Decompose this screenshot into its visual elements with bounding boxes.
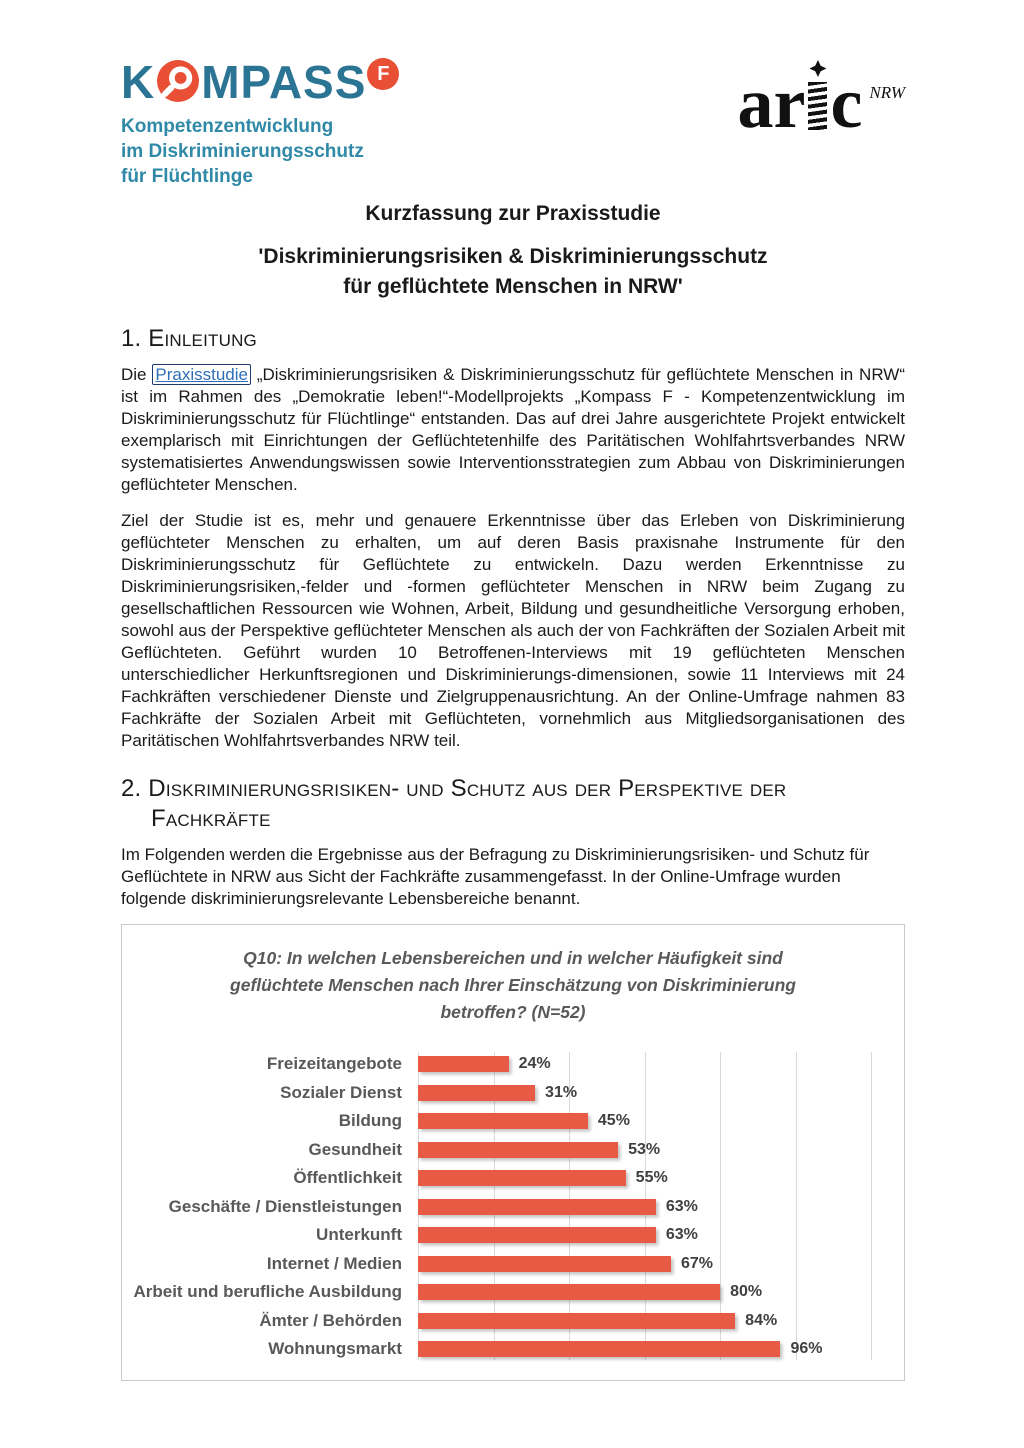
bar-value-label: 84%	[745, 1311, 778, 1329]
chart-row	[132, 1193, 894, 1222]
bar	[418, 1199, 656, 1215]
bar	[418, 1056, 509, 1072]
kompass-word-end: MPASS	[201, 56, 367, 108]
aric-nrw-logo	[737, 60, 905, 143]
bar-area	[418, 1250, 890, 1279]
bar	[418, 1085, 535, 1101]
subtitle-line2: für geflüchtete Menschen in NRW'	[343, 275, 683, 298]
bar-area	[418, 1107, 890, 1136]
chart-row	[132, 1221, 894, 1250]
category-label: Bildung	[338, 1111, 402, 1131]
section-1-heading: 1. Einleitung	[121, 325, 257, 352]
category-label: Arbeit und berufliche Ausbildung	[133, 1282, 402, 1302]
aric-letters-ar: ar	[737, 62, 806, 143]
bar	[418, 1313, 735, 1329]
paragraph-text: Die	[121, 365, 153, 384]
kompass-logo	[121, 58, 399, 189]
kompass-word-start: K	[121, 56, 156, 108]
category-label: Gesundheit	[308, 1139, 402, 1159]
bar-area	[418, 1164, 890, 1193]
bar	[418, 1170, 626, 1186]
bar-area	[418, 1335, 890, 1364]
category-label: Internet / Medien	[266, 1253, 402, 1273]
bar-area	[418, 1278, 890, 1307]
chart-row	[132, 1164, 894, 1193]
kompass-tagline-line2: im Diskriminierungsschutz	[121, 141, 364, 162]
category-label: Ämter / Behörden	[259, 1310, 402, 1330]
chart-title: Q10: In welchen Lebensbereichen und in welcher Häufigkeit sind geflüchtete Menschen nach Ihrer Einschätzung von Diskriminierung betroffen? (N=52)	[230, 948, 796, 1022]
bar-value-label: 31%	[545, 1083, 578, 1101]
bar	[418, 1284, 720, 1300]
chart-row	[132, 1107, 894, 1136]
kompass-tagline-line1: Kompetenzentwicklung	[121, 116, 334, 137]
bar-area	[418, 1193, 890, 1222]
header	[121, 58, 905, 200]
bar	[418, 1113, 588, 1129]
aric-nrw-suffix: NRW	[869, 83, 905, 102]
chart-row	[132, 1050, 894, 1079]
bar-area	[418, 1050, 890, 1079]
aric-striped-i-glyph	[808, 60, 827, 130]
section-2-paragraph: Im Folgenden werden die Ergebnisse aus der Befragung zu Diskriminierungsrisiken- und Schutz für Geflüchtete in NRW aus Sicht der Fachkräfte zusammengefasst. In der Online-Umfrage wurden folgende diskriminierungsrelevante Lebensbereiche benannt.	[121, 845, 870, 908]
section-1-paragraph-2: Ziel der Studie ist es, mehr und genauere Erkenntnisse über das Erleben von Diskriminierung geflüchteter Menschen zu erhalten, um auf deren Basis praxisnahe Instrumente für den Diskriminierungsschutz für Geflüchtete zu entwickeln. Dazu werden Erkenntnisse zu Diskriminierungsrisiken,-felder und -formen geflüchteter Menschen in NRW beim Zugang zu gesellschaftlichen Ressourcen wie Wohnen, Arbeit, Bildung und gesundheitliche Versorgung erhoben, sowohl aus der Perspektive geflüchteter Menschen als auch der von Fachkräften der Sozialen Arbeit mit Geflüchteten. Geführt wurden 10 Betroffenen-Interviews mit 19 geflüchteten Menschen unterschiedlicher Herkunftsregionen und Diskriminierungs-dimensionen, sowie 11 Interviews mit 24 Fachkräften verschiedener Dienste und Zielgruppenausrichtung. An der Online-Umfrage nahmen 83 Fachkräfte der Sozialen Arbeit mit Geflüchteten, vornehmlich aus Mitgliedsorganisationen des Paritätischen Wohlfahrtsverbandes NRW teil.	[121, 511, 905, 750]
chart-row	[132, 1079, 894, 1108]
aric-letter-c: c	[830, 62, 863, 143]
bar-value-label: 55%	[635, 1169, 668, 1187]
chart-plot-area	[132, 1050, 894, 1364]
chart-row	[132, 1136, 894, 1165]
q10-bar-chart	[121, 924, 905, 1381]
bar	[418, 1256, 671, 1272]
bar	[418, 1142, 618, 1158]
section-2-heading: 2. Diskriminierungsrisiken- und Schutz aus der Perspektive der Fachkräfte	[121, 775, 787, 832]
category-label: Freizeitangebote	[266, 1054, 402, 1074]
category-label: Sozialer Dienst	[280, 1082, 402, 1102]
bar-value-label: 80%	[730, 1283, 763, 1301]
bar-value-label: 24%	[518, 1055, 551, 1073]
bar-value-label: 63%	[665, 1197, 698, 1215]
document-subtitle	[121, 242, 905, 302]
bar-area	[418, 1079, 890, 1108]
chart-row	[132, 1335, 894, 1364]
bar	[418, 1341, 780, 1357]
category-label: Öffentlichkeit	[293, 1168, 402, 1188]
bar-value-label: 67%	[680, 1254, 714, 1272]
praxisstudie-link[interactable]: Praxisstudie	[152, 364, 251, 385]
bar-area	[418, 1307, 890, 1336]
bar-value-label: 45%	[597, 1112, 630, 1130]
chart-row	[132, 1307, 894, 1336]
document-title: Kurzfassung zur Praxisstudie	[365, 202, 661, 225]
paragraph-text: „Diskriminierungsrisiken & Diskriminierungsschutz für geflüchtete Menschen in NRW“ ist im Rahmen des „Demokratie leben!“-Modellprojekts „Kompass F - Kompetenzentwicklung im Diskriminierungsschutz für Flüchtlinge“ entstanden. Das auf drei Jahre ausgerichtete Projekt entwickelt exemplarisch mit Einrichtungen der Geflüchtetenhilfe des Paritätischen Wohlfahrtsverbandes NRW systematisiertes Anwendungswissen sowie Interventionsstrategien zum Abbau von Diskriminierungen geflüchteter Menschen.	[121, 365, 905, 494]
kompass-tagline	[121, 114, 399, 189]
bar-area	[418, 1136, 890, 1165]
kompass-f-badge-icon: F	[367, 58, 399, 90]
bar-value-label: 63%	[665, 1226, 698, 1244]
subtitle-line1: 'Diskriminierungsrisiken & Diskriminierungsschutz	[258, 245, 768, 268]
diamond-dot-icon	[809, 60, 826, 77]
bar-value-label: 96%	[790, 1340, 823, 1358]
kompass-tagline-line3: für Flüchtlinge	[121, 166, 253, 187]
category-label: Geschäfte / Dienstleistungen	[168, 1196, 402, 1216]
chart-row	[132, 1278, 894, 1307]
bar	[418, 1227, 656, 1243]
bar-value-label: 53%	[628, 1140, 661, 1158]
chart-row	[132, 1250, 894, 1279]
category-label: Unterkunft	[316, 1225, 402, 1245]
category-label: Wohnungsmarkt	[268, 1339, 402, 1359]
zebra-stripes-icon	[808, 82, 827, 130]
section-1-paragraph-1	[121, 364, 905, 496]
compass-needle-icon	[157, 60, 199, 102]
bar-area	[418, 1221, 890, 1250]
kompass-wordmark	[121, 56, 399, 108]
